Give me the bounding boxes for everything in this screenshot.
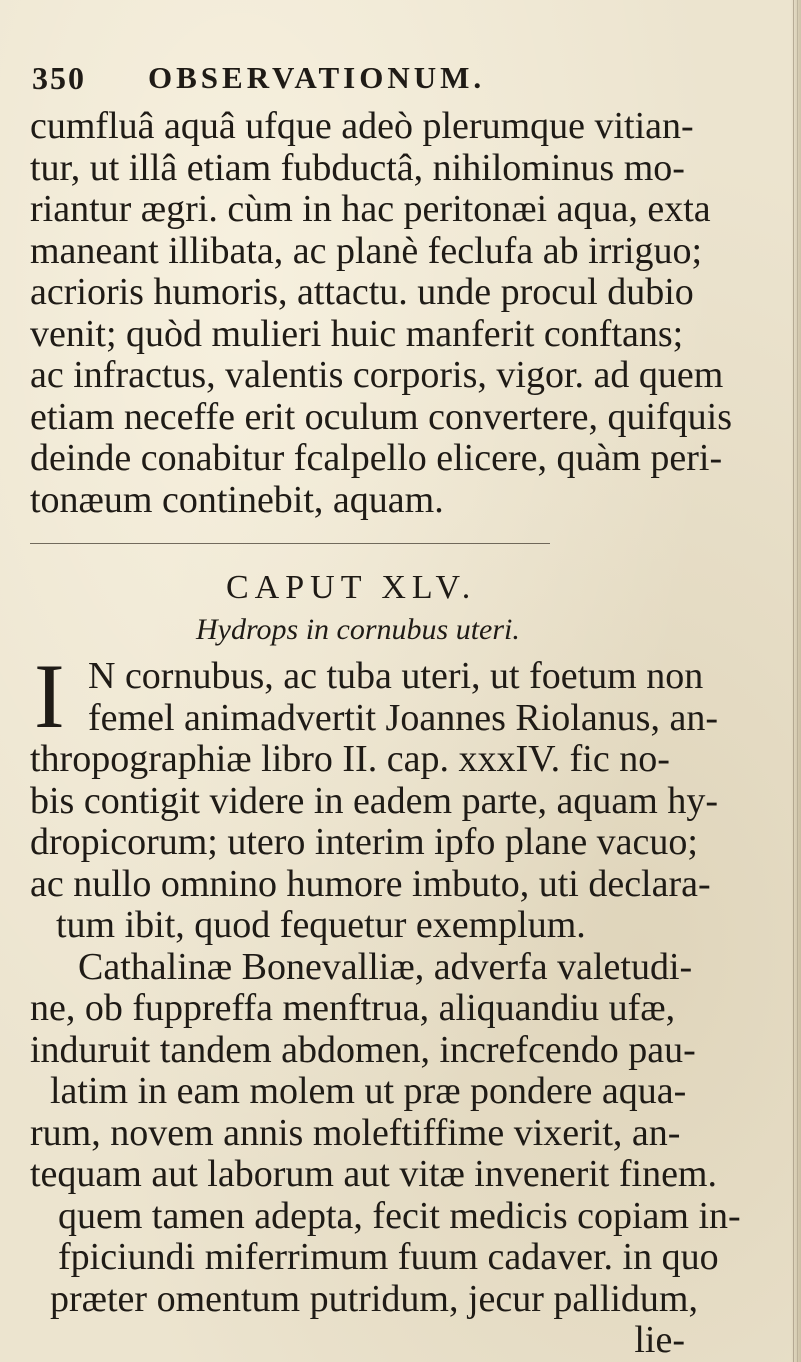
- page-number: 350: [32, 59, 86, 96]
- chapter-heading: CAPUT XLV.: [226, 569, 477, 606]
- text-line: ac infractus, valentis corporis, vigor. ad quem: [30, 354, 724, 396]
- text-line: præter omentum putridum, jecur pallidum,: [50, 1277, 698, 1320]
- text-line: fpiciundi miferrimum fuum cadaver. in quo: [58, 1236, 719, 1278]
- text-line: ac nullo omnino humore imbuto, uti declara-: [30, 862, 711, 905]
- text-line: rum, novem annis moleftiffime vixerit, an-: [30, 1111, 681, 1154]
- text-line: tequam aut laborum aut vitæ invenerit finem.: [30, 1153, 717, 1195]
- text-line: maneant illibata, ac planè feclufa ab irriguo;: [30, 229, 703, 272]
- text-line: tur, ut illâ etiam fubductâ, nihilominus mo-: [30, 146, 685, 189]
- text-line: dropicorum; utero interim ipfo plane vacuo;: [30, 821, 698, 863]
- text-line: deinde conabitur fcalpello elicere, quàm peri-: [30, 437, 723, 479]
- text-line: induruit tandem abdomen, increfcendo pau-: [30, 1028, 696, 1071]
- text-line: tonæum continebit, aquam.: [30, 478, 444, 521]
- section-rule: [30, 543, 550, 544]
- chapter-subtitle: Hydrops in cornubus uteri.: [196, 613, 520, 646]
- page-edge-line: [797, 0, 798, 1362]
- text-line: acrioris humoris, attactu. unde procul dubio: [30, 271, 694, 313]
- running-head: [30, 52, 785, 104]
- text-line: latim in eam molem ut præ pondere aqua-: [50, 1070, 687, 1112]
- text-block: [30, 52, 785, 1362]
- text-line: bis contigit videre in eadem parte, aquam hy-: [30, 779, 718, 822]
- text-line: etiam neceffe erit oculum convertere, quifquis: [30, 395, 732, 438]
- text-line: Cathalinæ Bonevalliæ, adverfa valetudi-: [78, 945, 693, 988]
- text-line: quem tamen adepta, fecit medicis copiam in-: [58, 1194, 741, 1237]
- text-line: femel animadvertit Joannes Riolanus, an-: [88, 696, 718, 739]
- catchword: lie-: [634, 1319, 685, 1361]
- text-line: ne, ob fuppreffa menftrua, aliquandiu ufæ,: [30, 987, 676, 1029]
- text-line: thropographiæ libro II. cap. xxxIV. fic no-: [30, 738, 670, 780]
- text-line: riantur ægri. cùm in hac peritonæi aqua, exta: [30, 188, 711, 230]
- text-line: tum ibit, quod fequetur exemplum.: [56, 904, 586, 946]
- running-title: OBSERVATIONUM.: [148, 60, 486, 95]
- text-line: cumfluâ aquâ ufque adeò plerumque vitian-: [30, 105, 694, 147]
- paragraph-1: [30, 106, 785, 521]
- page-edge-line: [793, 0, 794, 1362]
- text-line: N cornubus, ac tuba uteri, ut foetum non: [88, 655, 704, 697]
- text-line: venit; quòd mulieri huic manferit conftans;: [30, 312, 684, 355]
- paragraph-2: [30, 645, 785, 1362]
- drop-capital: I: [34, 645, 65, 747]
